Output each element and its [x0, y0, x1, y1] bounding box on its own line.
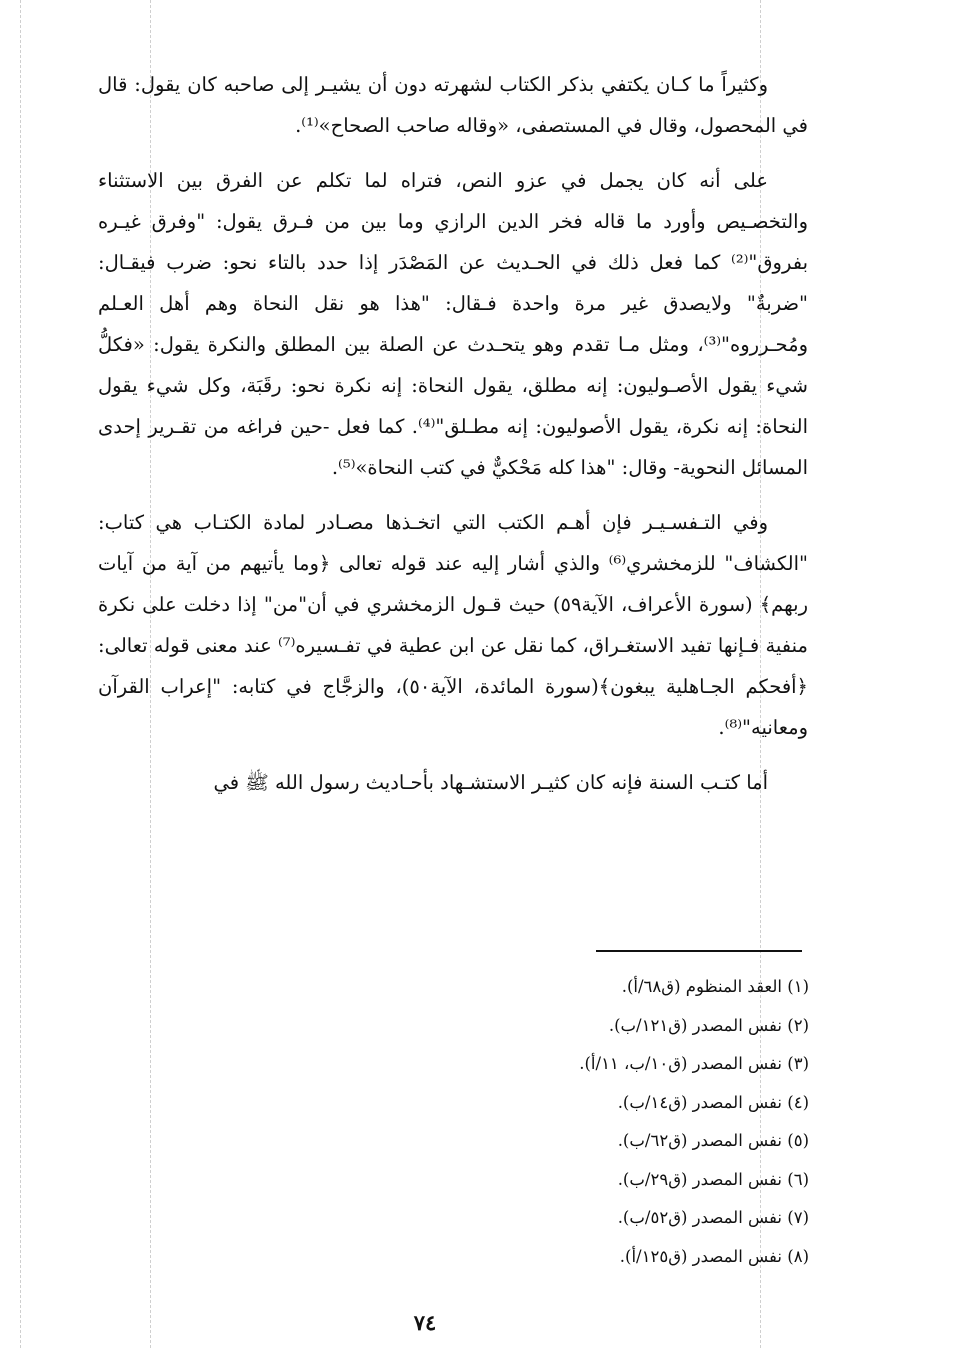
footnote-item: (٣) نفس المصدر (ق١٠/ب، ١١/أ). [579, 1054, 809, 1073]
scan-edge-left [20, 0, 21, 1348]
footnotes [369, 968, 809, 1276]
page-number: ٧٤ [413, 1310, 437, 1335]
footnote-item: (٥) نفس المصدر (ق٦٢/ب). [617, 1131, 809, 1150]
paragraph: على أنه كان يجمل في عزو النص، فتراه لما تكلم عن الفرق بين الاستثناء والتخصـيص وأورد ما قاله فخر الدين الرازي وما بين من فـرق يقول: "وفرق غيـره بفروق"⁽²⁾ كما فعل ذلك في الحـديث عن المَصْدَر إذا حدد بالتاء نحو: ضرب فيقـال: "ضربةٌ" ولايصدق غير مرة واحدة فـقال: "هذا هو نقل النحاة وهم أهل العـلم ومُحـرروه"⁽³⁾، ومثل مـا تقدم وهو يتحـدث عن الصلة بين المطلق والنكرة يقول: «فكلُّ شيء يقول الأصـوليون: إنه مطلق، يقول النحاة: إنه نكرة نحو: رقَبَة، وكل شيء يقول النحاة: إنه نكرة، يقول الأصوليون: إنه مطـلق"⁽⁴⁾. كما فعل -حين فراغه من تقـرير إحدى المسائل النحوية- وقال: "هذا كله مَحْكيٌّ في كتب النحاة»⁽⁵⁾. [98, 169, 808, 479]
footnote-item: (٦) نفس المصدر (ق٢٩/ب). [617, 1169, 809, 1189]
paragraph: وفي التـفسـيـر فإن أهـم الكتب التي اتخـذها مصـادر لمادة الكتـاب هي كتاب: "الكشاف" للزمخشري⁽⁶⁾ والذي أشار إليه عند قوله تعالى ﴿وما يأتيهم من آية من آيات ربهم﴾ (سورة الأعراف، الآية٥٩) حيث قـول الزمخشري في أن"من" إذا دخلت على نكرة منفية فـإنها تفيد الاستغـراق، كما نقل عن ابن عطية في تفـسيره⁽⁷⁾ عند معنى قوله تعالى: ﴿أفحكم الجـاهلية يبغون﴾(سورة المائدة، الآية٥٠)، والزجَّاج في كتابه: "إعراب القرآن ومعانيه"⁽⁸⁾. [98, 511, 809, 739]
paragraph: أما كتـب السنة فإنه كان كثيـر الاستشـهاد بأحـاديث رسول الله ﷺ في [213, 771, 768, 794]
footnote-item: (٢) نفس المصدر (ق١٢١/ب). [608, 1015, 809, 1035]
footnote-item: (٧) نفس المصدر (ق٥٢/ب). [617, 1208, 809, 1227]
footnote-item: (٤) نفس المصدر (ق١٤/ب). [617, 1092, 809, 1112]
paragraph: وكثيراً ما كـان يكتفي بذكر الكتاب لشهرته دون أن يشيـر إلى صاحبه كان يقول: قال في المحصول، وقال في المستصفى، «وقاله صاحب الصحاح»⁽¹⁾. [98, 73, 808, 137]
body-text [98, 64, 808, 817]
footnote-separator [596, 950, 802, 952]
footnote-item: (٨) نفس المصدر (ق١٢٥/أ). [619, 1246, 809, 1266]
footnote-item: (١) العقد المنظوم (ق٦٨/أ). [621, 977, 809, 996]
